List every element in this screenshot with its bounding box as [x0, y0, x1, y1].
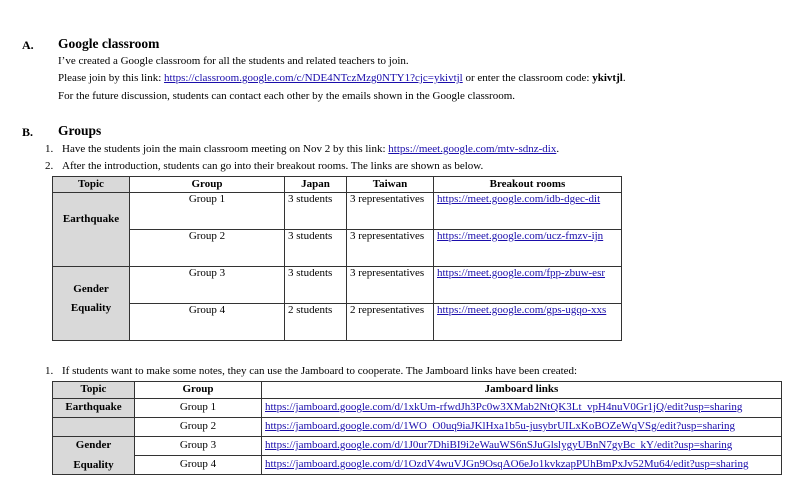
classroom-code: ykivtjl [592, 72, 623, 84]
group-cell: Group 3 [130, 267, 285, 304]
item1-prefix: Have the students join the main classroom meeting on Nov 2 by this link: [62, 143, 389, 155]
jamboard-link[interactable]: https://jamboard.google.com/d/1xkUm-rfwdJh3Pc0w3XMab2NtQK3Lt_vpH4nuV0Gr1jQ/edit?usp=sharing [265, 401, 743, 414]
breakout-rooms-table [52, 176, 622, 341]
topic-earthquake: Earthquake [53, 399, 135, 418]
list-item-breakout-intro [45, 160, 483, 174]
table-row [53, 230, 622, 267]
header-japan: Japan [285, 177, 347, 193]
table-row [53, 399, 782, 418]
topic-earthquake: Earthquake [53, 193, 130, 267]
group-cell: Group 4 [130, 304, 285, 341]
breakout-link[interactable]: https://meet.google.com/idb-dgec-dit [437, 193, 601, 205]
jamboard-link[interactable]: https://jamboard.google.com/d/1WO_O0uq9iaJKlHxa1b5u-jusybrUILxKoBOZeWqVSg/edit?usp=sharing [265, 420, 735, 433]
group-cell: Group 2 [130, 230, 285, 267]
group-cell: Group 2 [135, 418, 262, 437]
list-item-main-meeting [45, 143, 559, 157]
japan-cell: 3 students [285, 193, 347, 230]
topic-gender: Gender [75, 439, 112, 451]
topic-gender-equality [53, 267, 130, 341]
list-number: 2. [45, 160, 54, 172]
main-meeting-link[interactable]: https://meet.google.com/mtv-sdnz-dix [388, 143, 557, 155]
item2-text: After the introduction, students can go into their breakout rooms. The links are shown as below. [62, 160, 484, 172]
taiwan-cell: 2 representatives [347, 304, 434, 341]
table-header-row [53, 177, 622, 193]
join-mid: or enter the classroom code: [462, 72, 593, 84]
header-topic: Topic [53, 177, 130, 193]
table-row [53, 267, 622, 304]
topic-gender-equality [53, 437, 135, 475]
jamboard-link[interactable]: https://jamboard.google.com/d/1J0ur7DhiBI9i2eWauWS6nSJuGlslygyUBnN7gyBc_kY/edit?usp=sharing [265, 439, 733, 452]
table-row [53, 418, 782, 437]
header-group: Group [130, 177, 285, 193]
table-row [53, 437, 782, 456]
header-topic: Topic [53, 382, 135, 399]
header-jamboard-links: Jamboard links [262, 382, 782, 399]
section-a-line3: For the future discussion, students can contact each other by the emails shown in the Google classroom. [58, 90, 516, 102]
topic-gender: Gender [73, 283, 109, 296]
taiwan-cell: 3 representatives [347, 230, 434, 267]
table-header-row [53, 382, 782, 399]
list-number: 1. [45, 143, 54, 155]
taiwan-cell: 3 representatives [347, 193, 434, 230]
jamboard-table [52, 381, 782, 475]
breakout-link[interactable]: https://meet.google.com/fpp-zbuw-esr [437, 267, 606, 279]
japan-cell: 3 students [285, 230, 347, 267]
table-row [53, 193, 622, 230]
group-cell: Group 1 [130, 193, 285, 230]
table-row [53, 304, 622, 341]
section-b-letter: B. [22, 125, 34, 139]
topic-blank [53, 418, 135, 437]
section-a-letter: A. [22, 38, 34, 52]
item1-end: . [556, 143, 560, 155]
topic-equality: Equality [70, 302, 112, 314]
group-cell: Group 4 [135, 456, 262, 475]
list-number: 1. [45, 365, 54, 377]
classroom-link[interactable]: https://classroom.google.com/c/NDE4NTczMzg0NTY1?cjc=ykivtjl [164, 72, 463, 84]
jamboard-text: If students want to make some notes, they can use the Jamboard to cooperate. The Jamboard links have been created: [62, 365, 578, 377]
header-breakout-rooms: Breakout rooms [434, 177, 622, 193]
breakout-link[interactable]: https://meet.google.com/gps-ugqo-xxs [437, 304, 607, 316]
section-a-line1: I’ve created a Google classroom for all the students and related teachers to join. [58, 55, 409, 67]
section-a-line2 [58, 72, 626, 86]
breakout-link[interactable]: https://meet.google.com/ucz-fmzv-ijn [437, 230, 604, 242]
header-group: Group [135, 382, 262, 399]
japan-cell: 3 students [285, 267, 347, 304]
topic-equality: Equality [73, 458, 114, 471]
section-b-title: Groups [58, 123, 102, 138]
header-taiwan: Taiwan [347, 177, 434, 193]
table-row [53, 456, 782, 475]
list-item-jamboard [45, 365, 577, 379]
taiwan-cell: 3 representatives [347, 267, 434, 304]
group-cell: Group 3 [135, 437, 262, 456]
japan-cell: 2 students [285, 304, 347, 341]
join-end: . [622, 72, 626, 84]
section-a-title: Google classroom [58, 36, 160, 51]
join-prefix: Please join by this link: [58, 72, 165, 84]
group-cell: Group 1 [135, 399, 262, 418]
jamboard-link[interactable]: https://jamboard.google.com/d/1OzdV4wuVJGn9OsqAO6eJo1kvkzapPUhBmPxJv52Mu64/edit?usp=sharing [265, 458, 749, 471]
